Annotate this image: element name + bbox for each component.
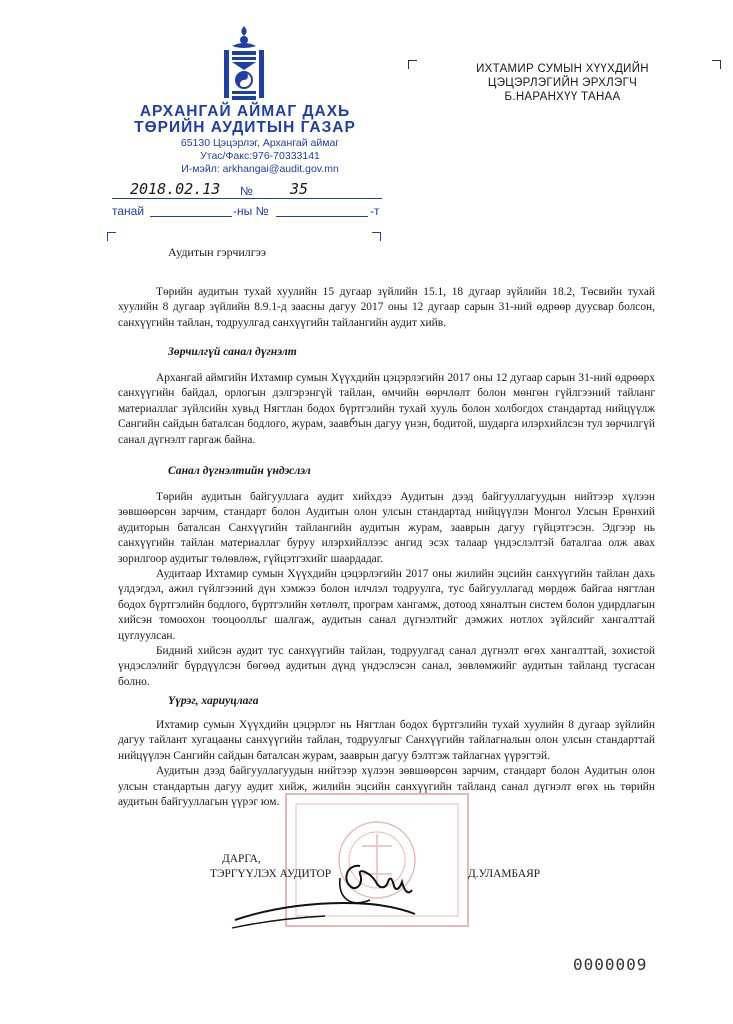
basis-text-3: Бидний хийсэн аудит тус санхүүгийн тайлан, тодруулгад санал дүгнэлт өгөх хангалттай, зохистой үндэслэлийг бүрдүүлсэн бөгөөд аудитын дүнд үндэслэсэн санал, зөвлөмжийг аудитын тайланд тусгасан болно. bbox=[118, 645, 655, 688]
ref-label-to: -т bbox=[370, 204, 380, 218]
recipient-line3: Б.НАРАНХҮҮ ТАНАА bbox=[504, 91, 621, 103]
recipient-line2: ЦЭЦЭРЛЭГИЙН ЭРХЛЭГЧ bbox=[487, 77, 638, 89]
opinion-text: Архангай аймгийн Ихтамир сумын Хүүхдийн цэцэрлэгийн 2017 оны 12 дугаар сарын 31-ний өдрөөрх санхүүгийн байдал, орлогын дэлгэрэнгүй тайлан, өмчийн өөрчлөлт болон мөнгөн гүйлгээний тайланг материаллаг зүйлсийн хувьд Нягтлан бодох бүртгэлийн тухай хууль болон холбогдох стандартад нийцүүлж Сангийн сайдын баталсан бодлого, журам, заавრын дагуу үнэн, бодитой, шударга илэрхийлсэн тул зөрчилгүй санал дүгнэлт гаргаж байна. bbox=[118, 372, 655, 446]
soyombo-emblem-icon bbox=[222, 26, 266, 106]
handwritten-signature bbox=[230, 838, 430, 938]
date-handwritten: 2018.02.13 bbox=[130, 180, 221, 198]
heading-responsibility: Үүрэг, хариуцлага bbox=[168, 694, 259, 707]
responsibility-text-2: Аудитын дээд байгууллагуудын нийтээр хүлээн зөвшөөрсөн зарчим, стандарт болон Аудитын олон улсын стандартын дагуу аудит хийж, жилийн эцсийн санхүүгийн тайланд санал дүгнэлт өгөх нь төрийн аудитын байгууллагын үүрэг юм. bbox=[118, 765, 655, 809]
recipient-corner-left bbox=[408, 60, 417, 69]
org-name-line2: ТӨРИЙН АУДИТЫН ГАЗАР bbox=[134, 119, 356, 136]
org-name-line1: АРХАНГАЙ АЙМАГ ДАХЬ bbox=[139, 103, 351, 120]
date-number-line bbox=[112, 198, 382, 199]
corner-mark-right bbox=[372, 232, 381, 241]
heading-opinion: Зөрчилгүй санал дүгнэлт bbox=[168, 345, 297, 358]
ref-label-yours: танай bbox=[112, 204, 145, 218]
basis-text-1: Төрийн аудитын байгууллага аудит хийхдээ Аудитын дээд байгууллагуудын нийтээр хүлээн зөвшөөрсөн зарчим, стандарт болон Аудитын олон улсын стандартад нийцүүлэн Монгол Улсын Ерөнхий аудиторын баталсан Санхүүгийн тайлангийн аудитын журам, зааврын дагуу гүйцэтгэсэн. Эдгээр нь санхүүгийн тайлан материаллаг буруу илэрхийллээс ангид эсэх талаар үндэслэлтэй баталгаа олж авах зорилгоор аудитыг төлөвлөж, гүйцэтгэхийг шаардадаг. bbox=[118, 491, 655, 565]
recipient-line1: ИХТАМИР СУМЫН ХҮҮХДИЙН bbox=[476, 63, 649, 75]
ref-date-line bbox=[150, 216, 232, 217]
intro-text: Төрийн аудитын тухай хуулийн 15 дугаар зүйлийн 15.1, 18 дугаар зүйлийн 18.2, Төсвийн тухай хуулийн 8 дугаар зүйлийн 8.9.1-д заасны дагуу 2017 оны 12 дугаар сарын 31-ний өдрөөр дуусвар болсон, санхүүгийн тайлан, тодруулгад санхүүгийн тайлангийн аудит хийв. bbox=[118, 286, 655, 329]
page-number-stamp: 0000009 bbox=[573, 955, 648, 974]
signer-title-2: ТЭРГҮҮЛЭХ АУДИТОР bbox=[210, 868, 332, 880]
number-label: № bbox=[240, 184, 253, 198]
org-phone: Утас/Факс:976-70333141 bbox=[200, 150, 320, 162]
org-address: 65130 Цэцэрлэг, Архангай аймаг bbox=[180, 137, 340, 149]
responsibility-text-1: Ихтамир сумын Хүүхдийн цэцэрлэг нь Нягтлан бодох бүртгэлийн тухай хуулийн 8 дугаар зүйлийн дагуу тайлант хугацааны санхүүгийн тайлан, тодруулгыг Санхүүгийн тайлагналын олон улсын стандарттай нийцүүлэн Сангийн сайдын баталсан журам, зааврын дагуу бэлтгэж тайлагнах үүрэгтэй. bbox=[118, 719, 655, 762]
ref-number-line bbox=[276, 216, 368, 217]
basis-paragraphs bbox=[118, 490, 655, 690]
signer-title-1: ДАРГА, bbox=[222, 853, 261, 865]
basis-text-2: Аудитаар Ихтамир сумын Хүүхдийн цэцэрлэгийн 2017 оны жилийн эцсийн санхүүгийн тайлан дахь үлдэгдэл, ажил гүйлгээний дүн хэмжээ болон илчлэл тодруулга, тус байгууллагад мөрдөж байгаа нягтлан бодох бүртгэлийн бодлого, бүртгэлийн хөтлөлт, програм хангамж, дотоод хяналтын систем болон удирдлагын хийсэн томоохон тооцоолльг шалгаж, аудитын санал дүгнэлтийг дэмжих нотлох зүйлсийг хангалттай цуглуулсан. bbox=[118, 568, 655, 642]
corner-mark-left bbox=[107, 232, 116, 241]
number-handwritten: 35 bbox=[290, 180, 309, 198]
heading-basis: Санал дүгнэлтийн үндэслэл bbox=[168, 464, 311, 477]
org-email: И-мэйл: arkhangai@audit.gov.mn bbox=[181, 163, 339, 175]
ref-label-number: -ны № bbox=[233, 204, 269, 218]
subject-title: Аудитын гэрчилгээ bbox=[168, 245, 267, 259]
signer-name: Д.УЛАМБАЯР bbox=[468, 868, 541, 880]
recipient-corner-right bbox=[712, 60, 721, 69]
opinion-paragraph bbox=[118, 371, 655, 448]
intro-paragraph bbox=[118, 285, 655, 331]
